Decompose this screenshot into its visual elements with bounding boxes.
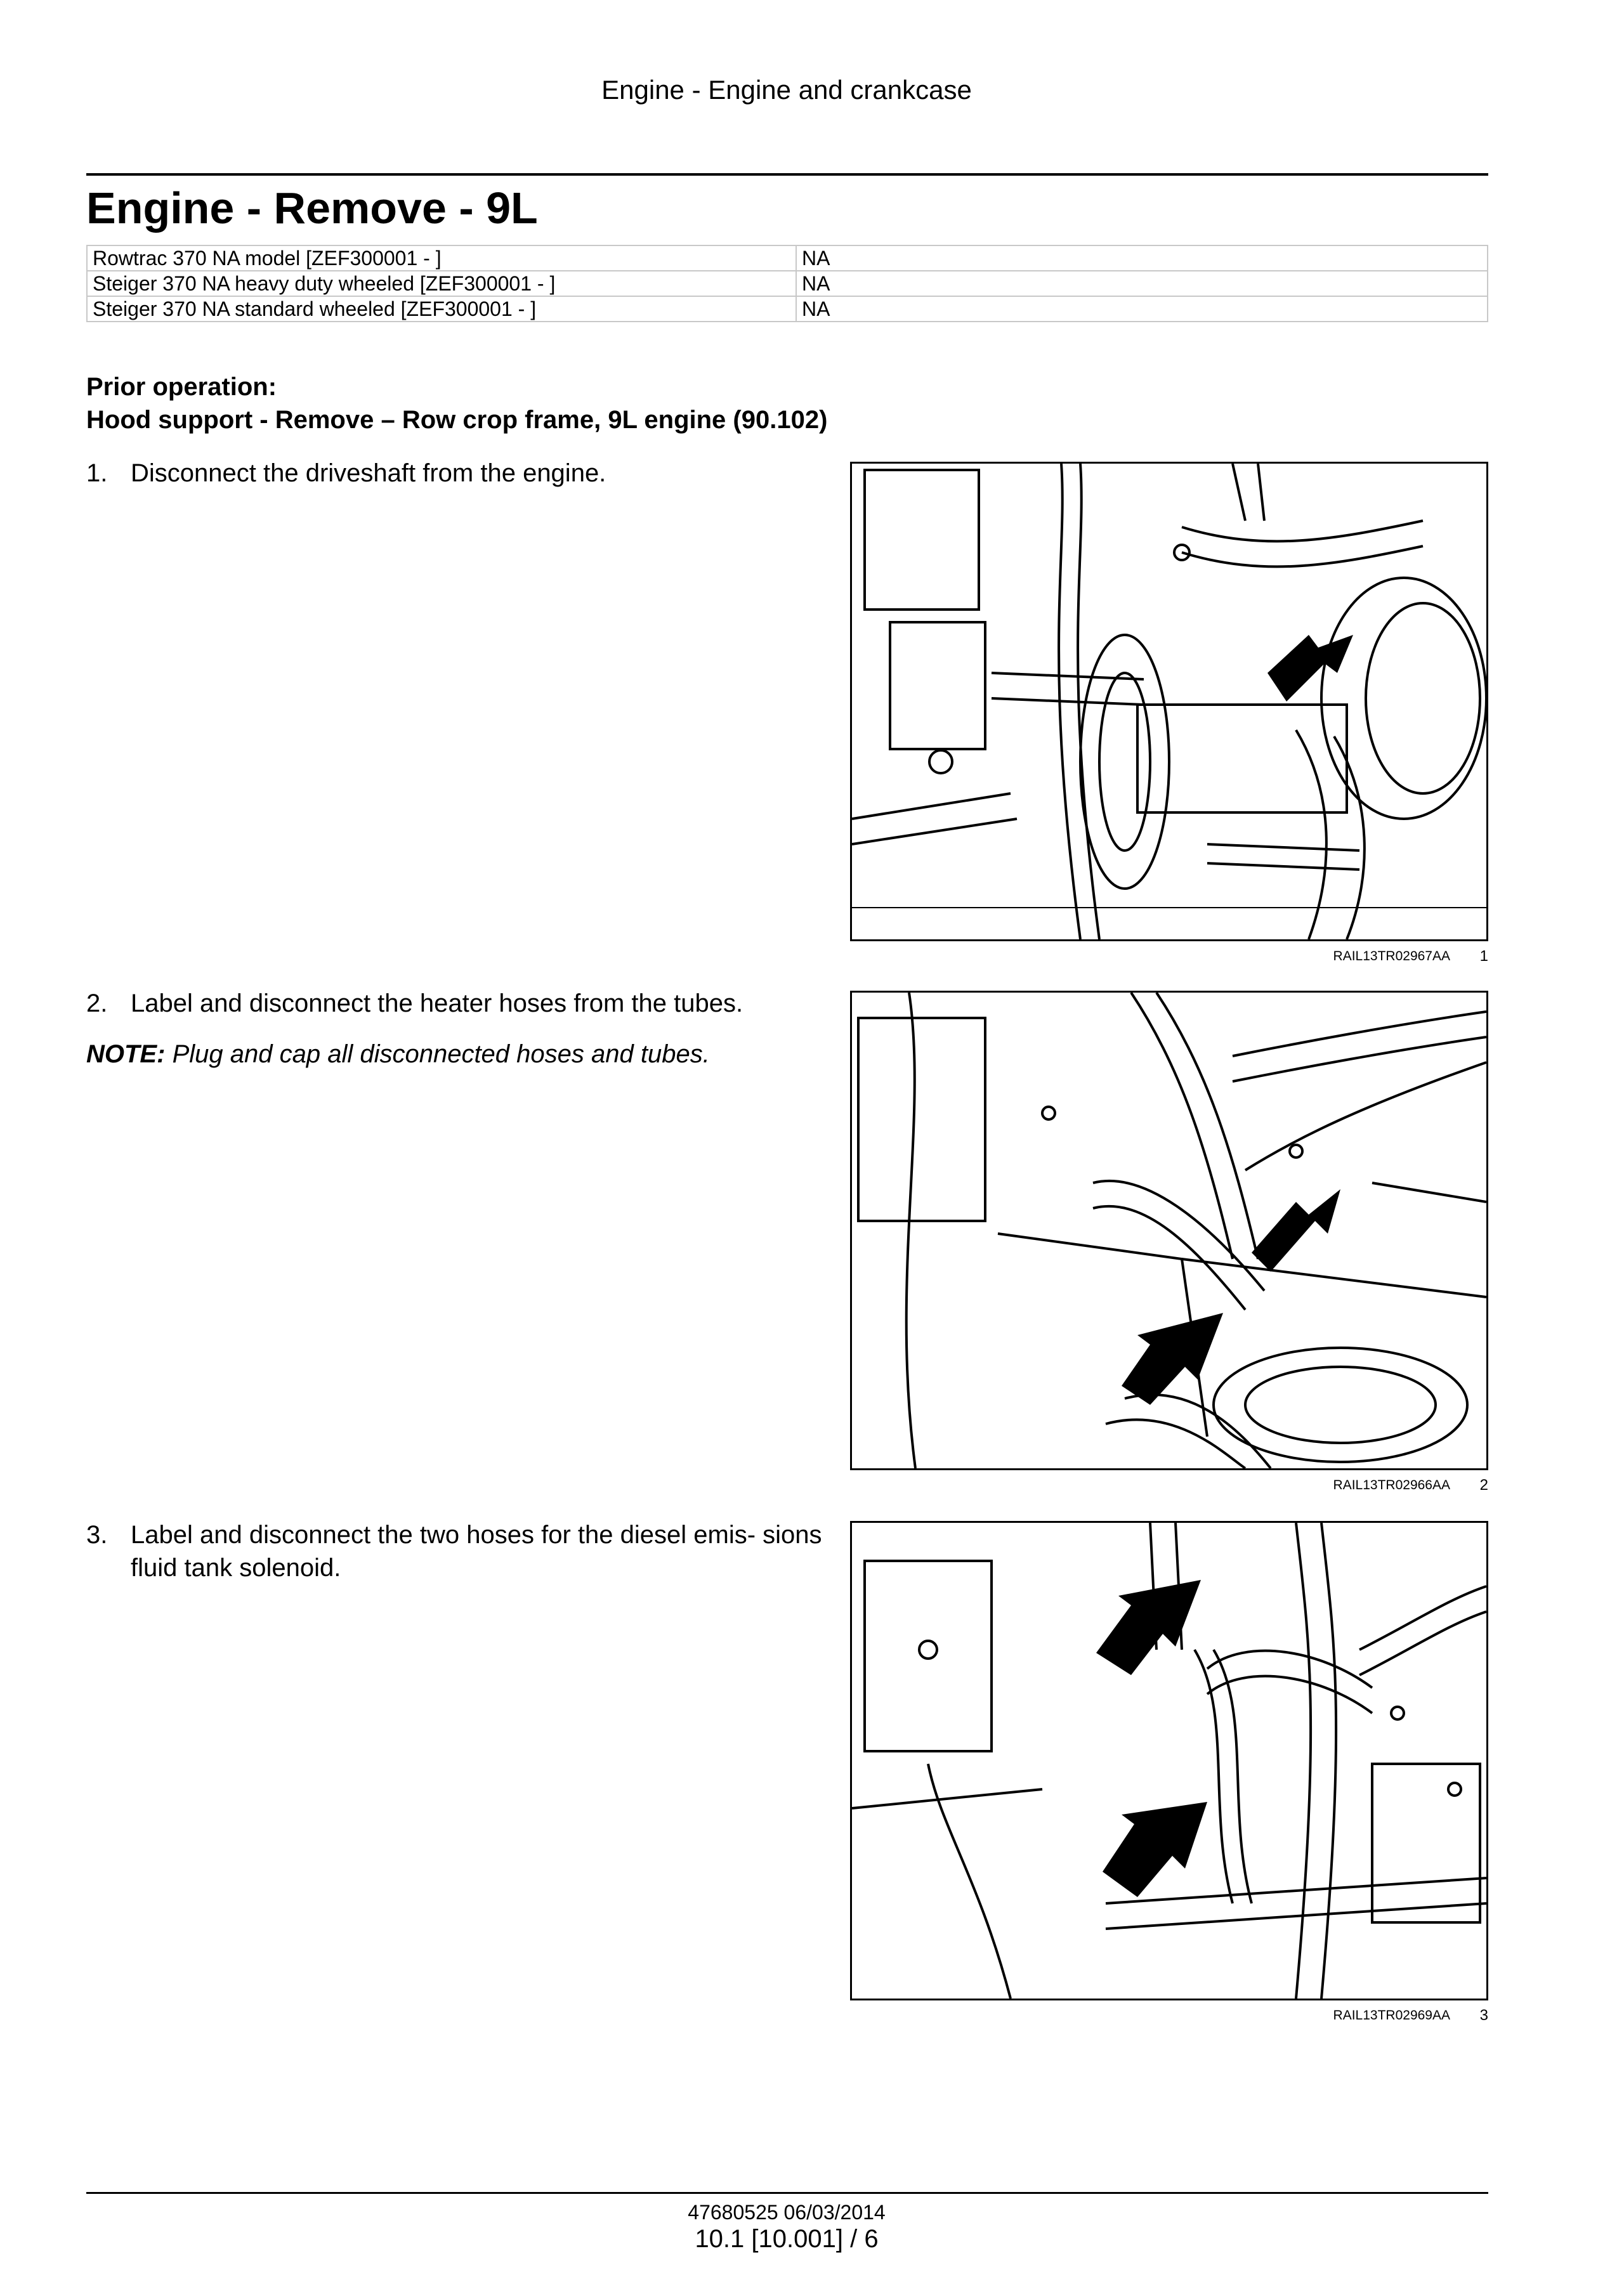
running-header: Engine - Engine and crankcase — [601, 75, 972, 105]
model-value: NA — [796, 271, 1488, 296]
page-title: Engine - Remove - 9L — [86, 183, 538, 233]
header-rule — [86, 173, 1488, 176]
step-number: 2. — [86, 989, 108, 1017]
model-applicability-table — [86, 245, 1488, 322]
note-text: Plug and cap all disconnected hoses and tubes. — [172, 1040, 710, 1068]
page-number: 10.1 [10.001] / 6 — [695, 2225, 879, 2253]
figure-code: RAIL13TR02967AA — [1333, 949, 1450, 963]
engine-line-drawing — [852, 464, 1486, 939]
engine-line-drawing — [852, 1523, 1486, 1999]
figure-3-def-solenoid-illustration — [850, 1521, 1488, 2000]
figure-number: 2 — [1479, 1477, 1488, 1494]
model-name: Steiger 370 NA heavy duty wheeled [ZEF300001 - ] — [87, 271, 796, 296]
figure-code: RAIL13TR02969AA — [1333, 2008, 1450, 2023]
model-name: Steiger 370 NA standard wheeled [ZEF300001 - ] — [87, 296, 796, 322]
note-label: NOTE: — [86, 1040, 166, 1068]
note — [86, 1038, 710, 1071]
model-name: Rowtrac 370 NA model [ZEF300001 - ] — [87, 245, 796, 271]
table-row — [87, 271, 1488, 296]
step-text: Label and disconnect the heater hoses from the tubes. — [131, 989, 743, 1017]
document-id: 47680525 06/03/2014 — [688, 2201, 886, 2224]
prior-operation — [86, 370, 827, 436]
table-row — [87, 245, 1488, 271]
step-text: Label and disconnect the two hoses for the diesel emis- sions fluid tank solenoid. — [131, 1521, 822, 1582]
figure-2-heater-hoses-illustration — [850, 991, 1488, 1470]
step-number: 1. — [86, 459, 108, 487]
figure-1-driveshaft-illustration — [850, 462, 1488, 941]
step-text: Disconnect the driveshaft from the engine. — [131, 459, 606, 487]
prior-operation-label: Prior operation: — [86, 373, 277, 401]
footer-rule — [86, 2192, 1488, 2194]
figure-number: 1 — [1479, 948, 1488, 965]
step-number: 3. — [86, 1521, 108, 1549]
table-row — [87, 296, 1488, 322]
model-value: NA — [796, 245, 1488, 271]
figure-code: RAIL13TR02966AA — [1333, 1478, 1450, 1492]
figure-number: 3 — [1479, 2007, 1488, 2024]
model-value: NA — [796, 296, 1488, 322]
engine-line-drawing — [852, 993, 1486, 1468]
prior-operation-link[interactable]: Hood support - Remove – Row crop frame, 9L engine (90.102) — [86, 406, 828, 434]
